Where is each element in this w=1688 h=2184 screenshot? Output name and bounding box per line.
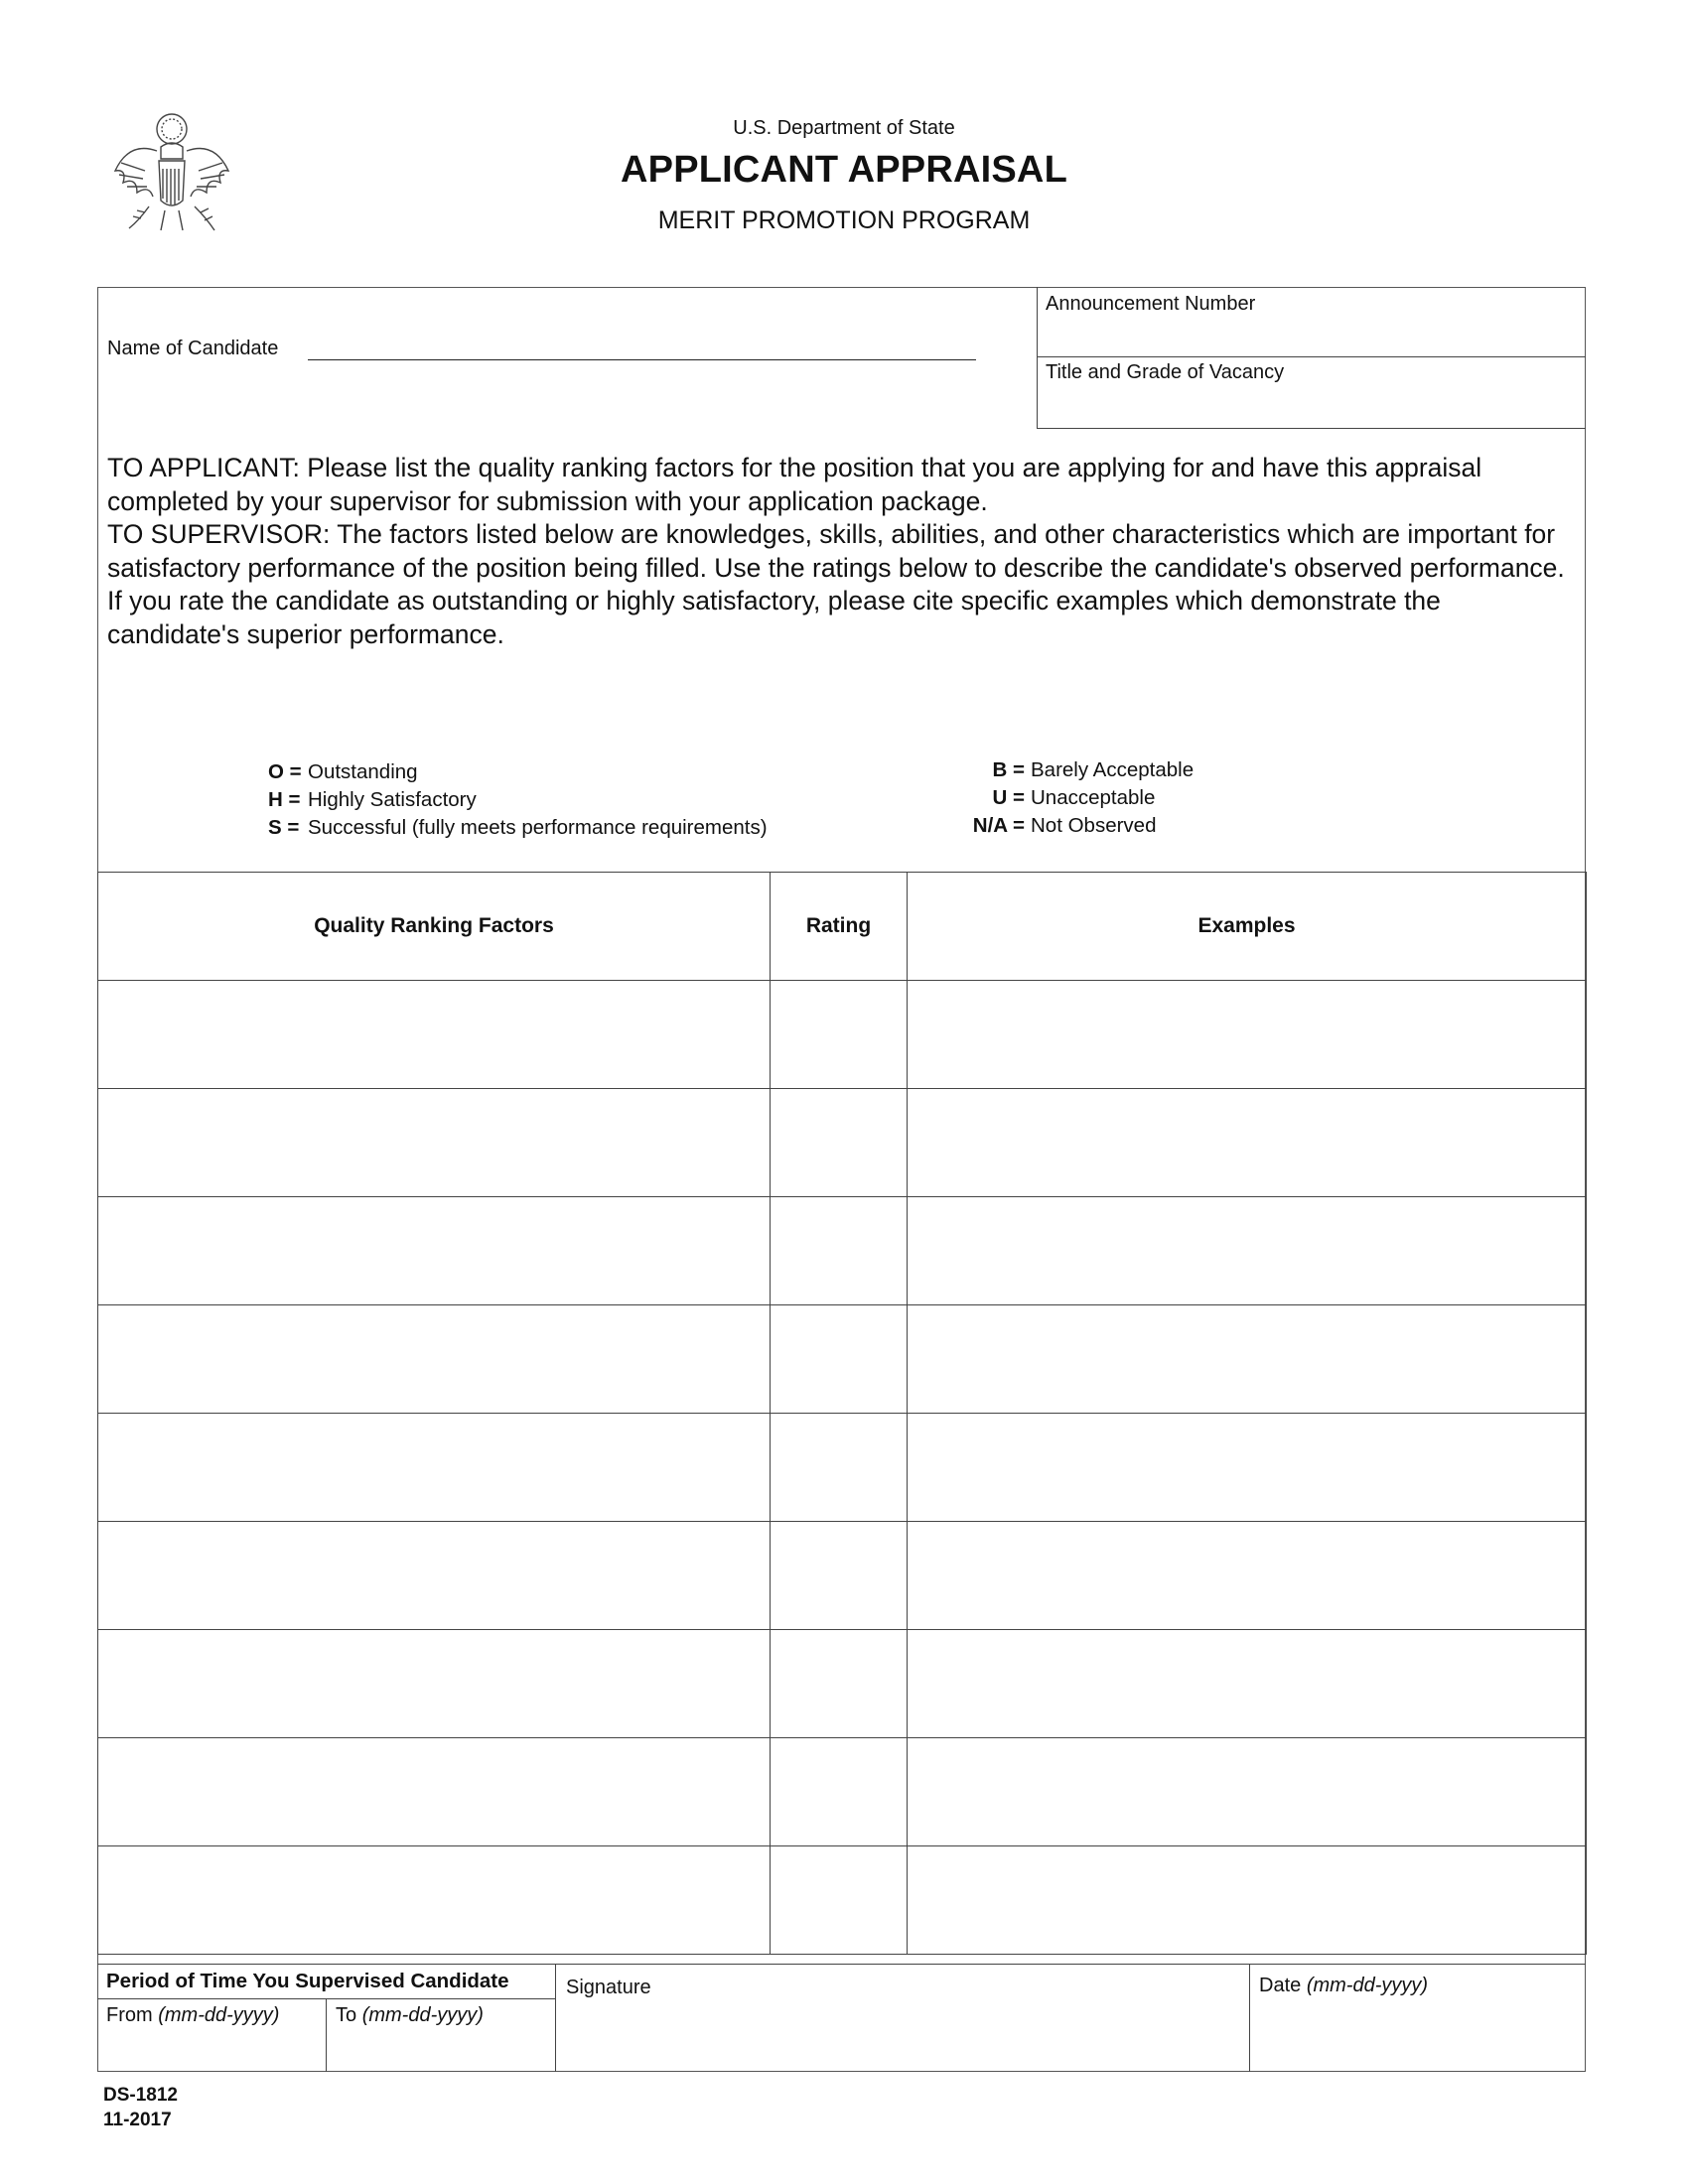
table-row [98, 1846, 1587, 1955]
table-row [98, 1738, 1587, 1846]
table-row [98, 1089, 1587, 1197]
examples-cell[interactable] [908, 1630, 1587, 1738]
table-header-row [98, 873, 1587, 981]
instructions [107, 452, 1577, 651]
supervision-period-title: Period of Time You Supervised Candidate [106, 1970, 509, 1992]
form-title: APPLICANT APPRAISAL [621, 149, 1067, 191]
examples-cell[interactable] [908, 1089, 1587, 1197]
from-date-field[interactable] [106, 2004, 279, 2027]
legend-label: Outstanding [308, 760, 418, 783]
legend-label: Highly Satisfactory [308, 788, 477, 811]
date-split [1249, 1965, 1250, 2072]
legend-item [268, 758, 768, 786]
examples-cell[interactable] [908, 1522, 1587, 1630]
candidate-name-field[interactable] [308, 359, 976, 360]
table-row [98, 1630, 1587, 1738]
signature-field[interactable]: Signature [566, 1977, 651, 1998]
examples-cell[interactable] [908, 1738, 1587, 1846]
signature-section [97, 1964, 1586, 2072]
applicant-instructions: TO APPLICANT: Please list the quality ranking factors for the position that you are applying for and have this appraisal completed by your supervisor for submission with your application package. [107, 453, 1482, 516]
vacancy-divider [1037, 356, 1586, 357]
rating-column-header: Rating [771, 873, 908, 981]
legend-code: H = [268, 788, 301, 811]
examples-column-header: Examples [908, 873, 1587, 981]
legend-item [933, 756, 1194, 784]
rating-cell[interactable] [771, 981, 908, 1089]
form-subtitle: MERIT PROMOTION PROGRAM [657, 206, 1031, 234]
legend-code: O = [268, 760, 302, 783]
factor-cell[interactable] [98, 981, 771, 1089]
factor-cell[interactable] [98, 1522, 771, 1630]
examples-cell[interactable] [908, 1197, 1587, 1305]
table-row [98, 1305, 1587, 1414]
legend-item [933, 784, 1194, 812]
examples-cell[interactable] [908, 1846, 1587, 1955]
candidate-name-label: Name of Candidate [107, 338, 279, 359]
legend-item [933, 812, 1194, 840]
quality-ranking-table [97, 872, 1587, 1955]
to-label: To [336, 2004, 357, 2026]
rating-cell[interactable] [771, 1846, 908, 1955]
from-label: From [106, 2004, 153, 2026]
to-date-field[interactable] [336, 2004, 484, 2027]
legend-code: B = [992, 758, 1025, 781]
rating-cell[interactable] [771, 1738, 908, 1846]
date-label: Date [1259, 1975, 1302, 1996]
factor-cell[interactable] [98, 1846, 771, 1955]
to-date-hint: (mm-dd-yyyy) [361, 2004, 484, 2026]
factor-cell[interactable] [98, 1414, 771, 1522]
rating-cell[interactable] [771, 1305, 908, 1414]
factors-column-header: Quality Ranking Factors [98, 873, 771, 981]
table-row [98, 1522, 1587, 1630]
factor-cell[interactable] [98, 1738, 771, 1846]
factor-cell[interactable] [98, 1197, 771, 1305]
department-name: U.S. Department of State [733, 117, 955, 139]
supervisor-instructions: TO SUPERVISOR: The factors listed below are knowledges, skills, abilities, and other characteristics which are important for satisfactory performance of the position being filled. Use the ratings below to describe the candidate's observed performance. If you rate the candidate as outstanding or highly satisfactory, please cite specific examples which demonstrate the candidate's superior performance. [107, 519, 1565, 649]
examples-cell[interactable] [908, 1414, 1587, 1522]
date-field[interactable] [1259, 1975, 1428, 1997]
factor-cell[interactable] [98, 1089, 771, 1197]
legend-item [268, 786, 768, 814]
legend-label: Not Observed [1031, 814, 1157, 837]
rating-cell[interactable] [771, 1630, 908, 1738]
rating-cell[interactable] [771, 1197, 908, 1305]
legend-label: Barely Acceptable [1031, 758, 1195, 781]
announcement-number-field[interactable]: Announcement Number [1046, 293, 1256, 315]
from-date-hint: (mm-dd-yyyy) [158, 2004, 280, 2026]
legend-code: S = [268, 816, 300, 839]
rating-cell[interactable] [771, 1522, 908, 1630]
table-row [98, 1414, 1587, 1522]
rating-cell[interactable] [771, 1089, 908, 1197]
period-split [326, 1998, 327, 2072]
form-revision-date: 11-2017 [103, 2110, 172, 2130]
rating-cell[interactable] [771, 1414, 908, 1522]
rating-legend-left [268, 758, 768, 842]
form-number: DS-1812 [103, 2085, 178, 2106]
factor-cell[interactable] [98, 1630, 771, 1738]
rating-legend-right [933, 756, 1194, 840]
examples-cell[interactable] [908, 981, 1587, 1089]
legend-label: Unacceptable [1031, 786, 1156, 809]
date-hint: (mm-dd-yyyy) [1306, 1975, 1429, 1996]
table-row [98, 1197, 1587, 1305]
examples-cell[interactable] [908, 1305, 1587, 1414]
table-row [98, 981, 1587, 1089]
form-identifier [103, 2083, 178, 2132]
title-grade-field[interactable]: Title and Grade of Vacancy [1046, 361, 1285, 383]
legend-item [268, 814, 768, 842]
legend-code: N/A = [972, 814, 1025, 837]
legend-label: Successful (fully meets performance requirements) [308, 816, 768, 839]
legend-code: U = [992, 786, 1025, 809]
factor-cell[interactable] [98, 1305, 771, 1414]
